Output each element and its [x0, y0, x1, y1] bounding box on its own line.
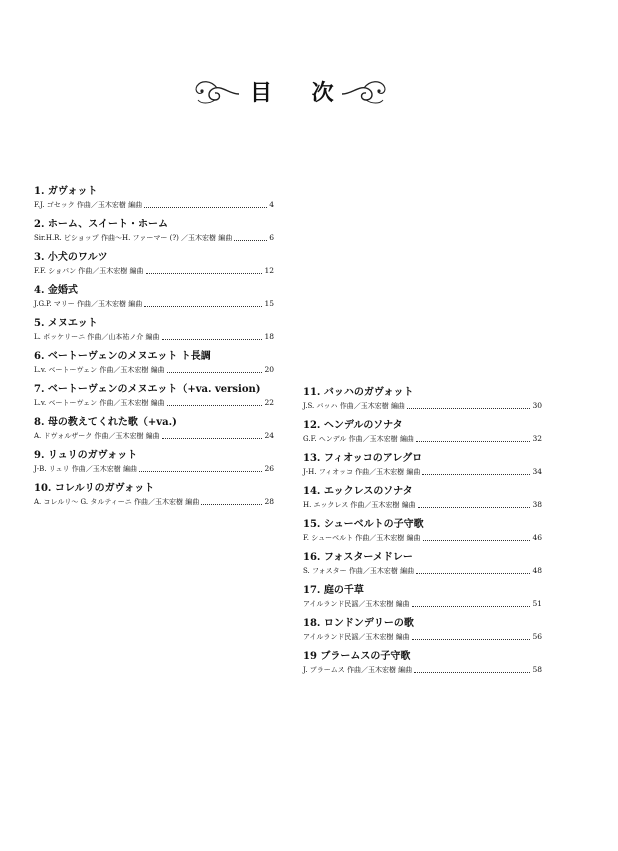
- entry-credit: J.G.P. マリー 作曲／玉木宏樹 編曲: [34, 300, 143, 308]
- entry-title: 13. フィオッコのアレグロ: [303, 453, 423, 464]
- dot-leader: [407, 407, 531, 409]
- toc-entry-4[interactable]: [34, 284, 274, 317]
- toc-entry-14[interactable]: [303, 485, 542, 518]
- entry-title: 15. シューベルトの子守歌: [303, 519, 424, 530]
- dot-leader: [234, 239, 267, 241]
- entry-page-number: 24: [264, 431, 274, 440]
- dot-leader: [201, 503, 262, 505]
- dot-leader: [416, 572, 530, 574]
- entry-page-number: 56: [532, 632, 542, 641]
- entry-page-number: 58: [532, 665, 542, 674]
- page-title: 目 次: [250, 80, 350, 106]
- dot-leader: [167, 371, 263, 373]
- entry-credit: L. ボッケリーニ 作曲／山本祐ノ介 編曲: [34, 333, 160, 341]
- entry-credit: J.S. バッハ 作曲／玉木宏樹 編曲: [303, 402, 405, 410]
- toc-entry-18[interactable]: [303, 617, 542, 650]
- dot-leader: [412, 638, 531, 640]
- entry-page-number: 15: [264, 299, 274, 308]
- toc-entry-8[interactable]: [34, 416, 274, 449]
- dot-leader: [414, 671, 530, 673]
- entry-credit: F.J. ゴセック 作曲／玉木宏樹 編曲: [34, 201, 143, 209]
- dot-leader: [416, 440, 531, 442]
- toc-entry-1[interactable]: [34, 185, 274, 218]
- entry-page-number: 18: [264, 332, 274, 341]
- entry-page-number: 48: [532, 566, 542, 575]
- toc-entry-10[interactable]: [34, 482, 274, 515]
- entry-title: 2. ホーム、スイート・ホーム: [34, 219, 169, 230]
- dot-leader: [412, 605, 531, 607]
- entry-title: 3. 小犬のワルツ: [34, 252, 108, 263]
- dot-leader: [422, 473, 530, 475]
- entry-title: 16. フォスターメドレー: [303, 552, 413, 563]
- entry-credit: G.F. ヘンデル 作曲／玉木宏樹 編曲: [303, 435, 414, 443]
- entry-title: 18. ロンドンデリーの歌: [303, 618, 414, 629]
- entry-page-number: 30: [532, 401, 542, 410]
- dot-leader: [139, 470, 262, 472]
- entry-title: 17. 庭の千草: [303, 585, 364, 596]
- entry-credit: A. ドヴォルザーク 作曲／玉木宏樹 編曲: [34, 432, 160, 440]
- entry-title: 11. バッハのガヴォット: [303, 387, 414, 398]
- entry-credit: F. シューベルト 作曲／玉木宏樹 編曲: [303, 534, 421, 542]
- toc-entry-5[interactable]: [34, 317, 274, 350]
- toc-header: [0, 72, 618, 112]
- entry-title: 7. ベートーヴェンのメヌエット（+va. version): [34, 384, 261, 395]
- toc-entry-15[interactable]: [303, 518, 542, 551]
- dot-leader: [418, 506, 531, 508]
- entry-page-number: 32: [532, 434, 542, 443]
- entry-page-number: 38: [532, 500, 542, 509]
- toc-entry-2[interactable]: [34, 218, 274, 251]
- entry-credit: L.v. ベートーヴェン 作曲／玉木宏樹 編曲: [34, 399, 165, 407]
- entry-title: 5. メヌエット: [34, 318, 98, 329]
- entry-title: 19 ブラームスの子守歌: [303, 651, 411, 662]
- entry-title: 9. リュリのガヴォット: [34, 450, 138, 461]
- toc-column-left: [34, 185, 274, 515]
- entry-page-number: 28: [264, 497, 274, 506]
- entry-title: 6. ベートーヴェンのメヌエット ト長調: [34, 351, 211, 362]
- entry-credit: アイルランド民謡／玉木宏樹 編曲: [303, 633, 410, 641]
- entry-page-number: 6: [269, 233, 274, 242]
- entry-credit: J-B. リュリ 作曲／玉木宏樹 編曲: [34, 465, 138, 473]
- entry-credit: Sir.H.R. ビショップ 作曲～H. ファーマー (?) ／玉木宏樹 編曲: [34, 234, 233, 242]
- entry-page-number: 51: [532, 599, 542, 608]
- toc-column-right: [303, 386, 542, 683]
- toc-entry-6[interactable]: [34, 350, 274, 383]
- dot-leader: [162, 338, 263, 340]
- flourish-left-ornament: [193, 76, 241, 106]
- entry-page-number: 34: [532, 467, 542, 476]
- dot-leader: [144, 206, 267, 208]
- entry-title: 4. 金婚式: [34, 285, 78, 296]
- entry-credit: H. エックレス 作曲／玉木宏樹 編曲: [303, 501, 416, 509]
- dot-leader: [162, 437, 263, 439]
- dot-leader: [423, 539, 531, 541]
- dot-leader: [144, 305, 262, 307]
- toc-entry-17[interactable]: [303, 584, 542, 617]
- entry-credit: F.F. ショパン 作曲／玉木宏樹 編曲: [34, 267, 144, 275]
- entry-page-number: 22: [264, 398, 274, 407]
- entry-page-number: 12: [264, 266, 274, 275]
- toc-entry-19[interactable]: [303, 650, 542, 683]
- entry-credit: アイルランド民謡／玉木宏樹 編曲: [303, 600, 410, 608]
- entry-credit: J. ブラームス 作曲／玉木宏樹 編曲: [303, 666, 413, 674]
- flourish-right-ornament: [340, 76, 388, 106]
- toc-entry-7[interactable]: [34, 383, 274, 416]
- toc-entry-13[interactable]: [303, 452, 542, 485]
- entry-title: 1. ガヴォット: [34, 186, 98, 197]
- entry-title: 14. エックレスのソナタ: [303, 486, 413, 497]
- entry-page-number: 20: [264, 365, 274, 374]
- entry-title: 10. コレルリのガヴォット: [34, 483, 155, 494]
- toc-entry-12[interactable]: [303, 419, 542, 452]
- entry-title: 8. 母の教えてくれた歌（+va.): [34, 417, 177, 428]
- entry-credit: L.v. ベートーヴェン 作曲／玉木宏樹 編曲: [34, 366, 165, 374]
- entry-title: 12. ヘンデルのソナタ: [303, 420, 403, 431]
- entry-page-number: 46: [532, 533, 542, 542]
- entry-credit: A. コレルリ～ G. タルティーニ 作曲／玉木宏樹 編曲: [34, 498, 200, 506]
- toc-entry-9[interactable]: [34, 449, 274, 482]
- entry-page-number: 4: [269, 200, 274, 209]
- toc-entry-16[interactable]: [303, 551, 542, 584]
- toc-entry-11[interactable]: [303, 386, 542, 419]
- dot-leader: [146, 272, 263, 274]
- entry-credit: S. フォスター 作曲／玉木宏樹 編曲: [303, 567, 415, 575]
- entry-credit: J-H. フィオッコ 作曲／玉木宏樹 編曲: [303, 468, 421, 476]
- dot-leader: [167, 404, 263, 406]
- toc-entry-3[interactable]: [34, 251, 274, 284]
- entry-page-number: 26: [264, 464, 274, 473]
